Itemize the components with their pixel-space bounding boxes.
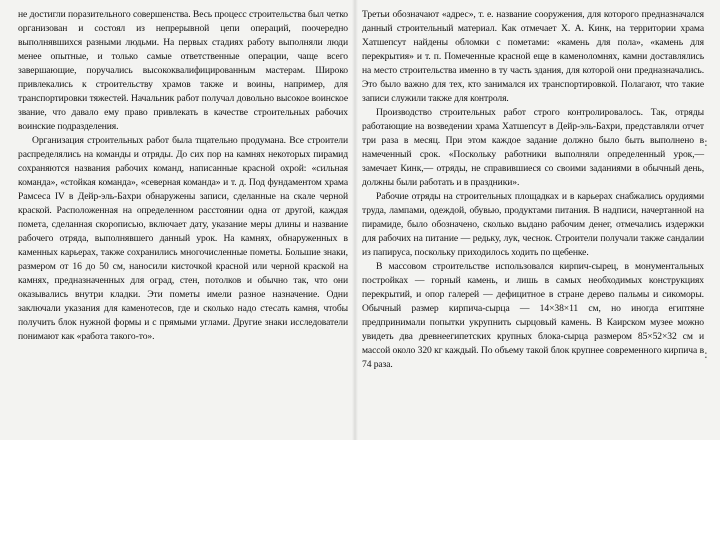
edge-mark-icon: : bbox=[704, 136, 708, 149]
edge-mark-icon: : bbox=[704, 348, 708, 361]
left-paragraph-2: Организация строительных работ была тщательно продумана. Все строители распределялись на команды и отряды. До сих пор на камнях некоторых пирамид сохраняются названия рабочих команд, написанные красной охрой: «сильная команда», «стойкая команда», «северная команда» и т. д. Под фундаментом храма Рамсеса IV в Дейр-эль-Бахри обнаружены записи, сделанные на скале черной краской. Расположенная на определенном расстоянии одна от другой, каждая помета, сделанная скорописью, включает дату, указание меры длины и название рабочего отряда, выполнявшего данный урок. На камнях, обнаруженных в каменных карьерах, также сохранились многочисленные пометы. Большие знаки, размером от 16 до 50 см, наносили кисточкой красной или черной краской на камнях, предназначенных для оград, стен, потолков и обычно так, что они оказывались внутри кладки. Эти пометы имели разное назначение. Одни заключали указания для каменотесов, где и сколько надо стесать камня, чтобы получить блок нужной формы и с прямыми углами. Другие знаки исследователи понимают как «работа такого-то». bbox=[18, 135, 348, 342]
right-paragraph-4: В массовом строительстве использовался кирпич-сырец, в монументальных постройках — горный камень, и лишь в самых необходимых конструкциях перекрытий, и опор галерей — дефицитное в стране дерево пальмы и сикоморы. Обычный размер кирпича-сырца — 14×38×11 см, но иногда египтяне предпринимали попытки укрупнить сырцовый камень. В Каирском музее можно увидеть два древнеегипетских крупных блока-сырца размером 85×52×32 см и массой около 320 кг каждый. По объему такой блок крупнее современного кирпича в 74 раза. bbox=[362, 261, 704, 370]
right-paragraph-3: Рабочие отряды на строительных площадках и в карьерах снабжались орудиями труда, лампами, одеждой, обувью, продуктами питания. В надписи, начертанной на пирамиде, было обозначено, сколько выдано рабочим денег, отмечались издержки для рабочих на питание — редьку, лук, чеснок. Строители получали также сандалии из папируса, поскольку приходилось ходить по щебенке. bbox=[362, 191, 704, 258]
left-column bbox=[18, 8, 348, 344]
right-column bbox=[362, 8, 704, 372]
page-gutter bbox=[352, 0, 358, 440]
left-paragraph-1: не достигли поразительного совершенства. Весь процесс строительства был четко организован и состоял из непрерывной цепи операций, поочередно выполнявшихся разными людьми. На первых стадиях работу выполняли люди менее опытные, и только самые ответственные операции, чаще всего завершающие, поручались высококвалифицированным мастерам. Широко привлекались к строительству храмов также и воины, например, для транспортировки тяжестей. Начальник работ получал довольно высокое воинское звание, что давало ему право привлекать в качестве строительных рабочих воинские подразделения. bbox=[18, 9, 348, 132]
right-paragraph-1: Третьи обозначают «адрес», т. е. название сооружения, для которого предназначался данный строительный материал. Как отмечает Х. А. Кинк, на территории храма Хатшепсут найдены обломки с пометами: «камень для пола», «камень для перекрытия» и т. п. Помеченные красной еще в каменоломнях, камни доставлялись на место строительства именно в ту часть здания, для которой они предназначались. Это было важно для тех, кто занимался их транспортировкой. Полагают, что такие записи служили также для контроля. bbox=[362, 9, 704, 104]
right-paragraph-2: Производство строительных работ строго контролировалось. Так, отряды работающие на возведении храма Хатшепсут в Дейр-эль-Бахри, представляли отчет три раза в месяц. При этом каждое задание должно было быть выполнено в намеченный срок. «Поскольку работники выполняли определенный урок,— замечает Кинк,— отряды, не справившиеся со своими заданиями в обычный день, должны были работать и в праздники». bbox=[362, 107, 704, 188]
